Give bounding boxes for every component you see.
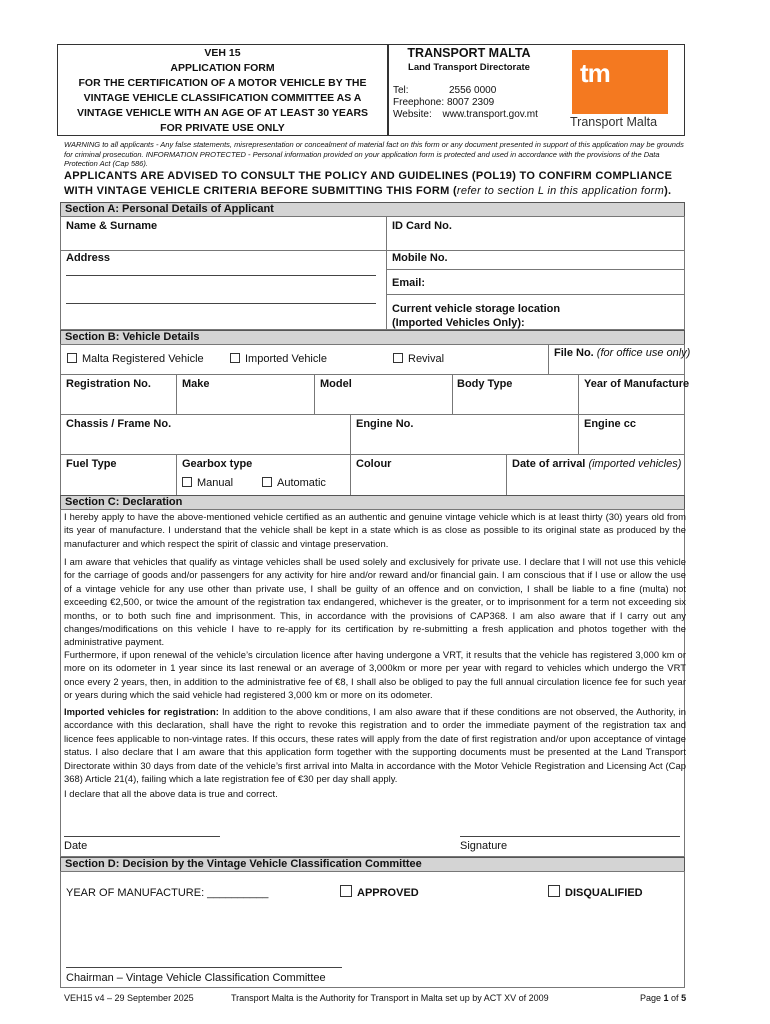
warning-text: WARNING to all applicants - Any false statements, misrepresentation or concealment of material fact on this form or any document presented in support of this application may be grounds for criminal prosecution. INFORMATION PROTECTED - Personal information provided on your application form is protected and used in accordance with the provisions of the Data Protection Act (Cap 586). bbox=[64, 140, 684, 168]
declaration-paragraph-5: I declare that all the above data is true and correct. bbox=[64, 788, 278, 799]
year-of-manufacture-label: Year of Manufacture bbox=[584, 378, 690, 390]
manual-label: Manual bbox=[197, 477, 234, 489]
model-label: Model bbox=[320, 378, 352, 390]
form-title-line-4: VINTAGE VEHICLE WITH AN AGE OF AT LEAST 30 YEARS bbox=[76, 107, 369, 119]
page-of: of bbox=[668, 993, 682, 1003]
manual-option[interactable] bbox=[182, 477, 233, 489]
imported-vehicles-text: In addition to the above conditions, I am also aware that if these conditions are not observed, the Authority, in accordance with this declaration, shall have the right to revoke this registration and to order the immediate payment of the registration tax and licence fees applicable to non-vintage rates. If this occurs, these rates will apply from the date of first registration and/or upon acceptance of vintage status. I also declare that I am aware that this application form together with the supporting documents must be presented at the Land Transport Directorate within 30 days from date of the vehicle’s first arrival into Malta in accordance with the Motor Vehicle Registration and Licensing Act (Cap 368) Article 21(4), failing which a late registration fee of €30 per day shall apply. bbox=[64, 706, 686, 785]
freephone-row bbox=[393, 97, 494, 109]
b-div-make bbox=[176, 374, 177, 414]
section-b-line-3 bbox=[60, 454, 685, 455]
date-arrival-note: (imported vehicles) bbox=[588, 458, 682, 470]
imported-option[interactable] bbox=[230, 353, 327, 365]
page-prefix: Page bbox=[640, 993, 664, 1003]
automatic-checkbox[interactable] bbox=[262, 477, 272, 487]
revival-label: Revival bbox=[408, 353, 445, 365]
malta-registered-checkbox[interactable] bbox=[67, 353, 77, 363]
directorate: Land Transport Directorate bbox=[408, 62, 530, 73]
advice-main: APPLICANTS ARE ADVISED TO CONSULT THE POLICY AND GUIDELINES (POL19) TO CONFIRM COMPLIANCE WITH VINTAGE VEHICLE CRITERIA BEFORE SUBMITTING THIS FORM ( bbox=[64, 170, 673, 197]
address-line-1[interactable] bbox=[66, 275, 376, 276]
chairman-label: Chairman – Vintage Vehicle Classification Committee bbox=[66, 972, 326, 984]
date-line[interactable] bbox=[64, 836, 220, 837]
approved-label: APPROVED bbox=[357, 887, 419, 899]
advice-end: ). bbox=[664, 185, 672, 197]
email-row-line bbox=[386, 294, 685, 295]
b-div-engine bbox=[350, 414, 351, 496]
storage-line-2: (Imported Vehicles Only): bbox=[392, 317, 525, 329]
malta-registered-label: Malta Registered Vehicle bbox=[82, 353, 204, 365]
storage-location-label bbox=[392, 302, 560, 330]
gearbox-type-label: Gearbox type bbox=[182, 458, 253, 470]
section-a-header: Section A: Personal Details of Applicant bbox=[60, 202, 685, 217]
date-arrival-text: Date of arrival bbox=[512, 458, 586, 470]
footer-authority: Transport Malta is the Authority for Transport in Malta set up by ACT XV of 2009 bbox=[231, 993, 549, 1003]
section-d-header: Section D: Decision by the Vintage Vehicle Classification Committee bbox=[60, 857, 685, 872]
id-card-label: ID Card No. bbox=[392, 220, 452, 232]
b-div-arrival bbox=[506, 454, 507, 496]
storage-line-1: Current vehicle storage location bbox=[392, 303, 561, 315]
website-label: Website: bbox=[393, 109, 432, 120]
b-div-model bbox=[314, 374, 315, 414]
mobile-row-line bbox=[386, 269, 685, 270]
manual-checkbox[interactable] bbox=[182, 477, 192, 487]
year-of-manufacture-field[interactable]: YEAR OF MANUFACTURE: __________ bbox=[66, 887, 269, 899]
engine-cc-label: Engine cc bbox=[584, 418, 636, 430]
approved-checkbox[interactable] bbox=[340, 885, 352, 897]
form-title-line-1: APPLICATION FORM bbox=[170, 62, 275, 74]
body-type-label: Body Type bbox=[457, 378, 513, 390]
form-title-line-3: VINTAGE VEHICLE CLASSIFICATION COMMITTEE AS A bbox=[83, 92, 362, 104]
tel-value: 2556 0000 bbox=[449, 85, 497, 96]
make-label: Make bbox=[182, 378, 210, 390]
revival-checkbox[interactable] bbox=[393, 353, 403, 363]
signature-label: Signature bbox=[460, 840, 508, 852]
b-div-year bbox=[578, 374, 579, 454]
page-number: 1 bbox=[663, 993, 669, 1003]
form-code: VEH 15 bbox=[204, 47, 241, 59]
advice-ref: refer to section L in this application form bbox=[456, 185, 665, 197]
website-row bbox=[393, 109, 538, 121]
file-no-text: File No. bbox=[554, 347, 594, 359]
file-no-label bbox=[554, 347, 690, 359]
email-label: Email: bbox=[392, 277, 426, 289]
registration-no-label: Registration No. bbox=[66, 378, 151, 390]
engine-no-label: Engine No. bbox=[356, 418, 414, 430]
declaration-paragraph-4 bbox=[64, 705, 686, 785]
declaration-paragraph-3: Furthermore, if upon renewal of the vehicle’s circulation licence after having undergone a VRT, it results that the vehicle has registered 3,000 km or more on its odometer in 1 year since its last renewal or an average of 3,000km or more per year with regard to vehicles which undergo the VRT once every 2 years, then, in addition to the administrative fee of €8, I shall also be obliged to pay the full annual circulation licence fee for such year or years during which the said vehicle had registered 3,000 km or more on its odometer. bbox=[64, 649, 686, 701]
section-b-line-1 bbox=[60, 374, 685, 375]
b-div-body bbox=[452, 374, 453, 414]
page-total: 5 bbox=[681, 993, 687, 1003]
imported-vehicles-heading: Imported vehicles for registration: bbox=[64, 706, 219, 717]
imported-label: Imported Vehicle bbox=[245, 353, 327, 365]
tel-row bbox=[393, 85, 497, 97]
form-title-line-5: FOR PRIVATE USE ONLY bbox=[160, 122, 285, 134]
section-b-header: Section B: Vehicle Details bbox=[60, 330, 685, 345]
advice-text bbox=[64, 169, 694, 199]
footer-page bbox=[640, 993, 686, 1003]
section-a-divider bbox=[386, 216, 387, 330]
address-line-2[interactable] bbox=[66, 303, 376, 304]
disqualified-checkbox[interactable] bbox=[548, 885, 560, 897]
automatic-label: Automatic bbox=[277, 477, 326, 489]
disqualified-option[interactable] bbox=[548, 885, 643, 899]
imported-checkbox[interactable] bbox=[230, 353, 240, 363]
section-b-line-2 bbox=[60, 414, 685, 415]
malta-registered-option[interactable] bbox=[67, 353, 204, 365]
b-div-gearbox bbox=[176, 454, 177, 496]
section-a-grid bbox=[60, 216, 685, 330]
tel-label: Tel: bbox=[393, 85, 409, 96]
fuel-type-label: Fuel Type bbox=[66, 458, 117, 470]
date-label: Date bbox=[64, 840, 88, 852]
chairman-signature-line[interactable] bbox=[66, 967, 342, 968]
section-c-header: Section C: Declaration bbox=[60, 495, 685, 510]
approved-option[interactable] bbox=[340, 885, 419, 899]
date-arrival-label bbox=[512, 458, 681, 470]
file-no-divider bbox=[548, 344, 549, 374]
form-title-box bbox=[57, 44, 388, 136]
address-label: Address bbox=[66, 252, 111, 264]
chassis-label: Chassis / Frame No. bbox=[66, 418, 172, 430]
footer-version: VEH15 v4 – 29 September 2025 bbox=[64, 993, 194, 1003]
website-value: www.transport.gov.mt bbox=[442, 109, 538, 120]
file-no-note: (for office use only) bbox=[596, 347, 691, 359]
declaration-paragraph-1: I hereby apply to have the above-mentioned vehicle certified as an authentic and genuine vintage vehicle which is at least thirty (30) years old from its year of manufacture. I understand that the vehicle shall be kept in a state which is as close as possible to its original state as produced by the manufacturer and which respect the spirit of classic and vintage preservation. bbox=[64, 511, 686, 549]
colour-label: Colour bbox=[356, 458, 392, 470]
declaration-paragraph-2: I am aware that vehicles that qualify as vintage vehicles shall be used solely and exclusively for private use. I declare that I will not use this vehicle for the carriage of goods and/or passengers for any activity for hire and/or reward and/or financial gain. I am conscious that if I use or allow the use of a vintage vehicle for any use other than private use, I shall be guilty of an offence and on conviction, I shall be liable to a fine (multa) not exceeding €2,500, or twice the amount of the registration tax endangered, whichever is the greater, or to imprisonment for a term not exceeding six months, or to both such fine and imprisonment. This, in accordance with the provisions of CAP368. I am also aware that if I carry out any changes/modifications on this vehicle I have to re-apply for its certification by re-submitting a fresh application and photos together with the administrative payment. bbox=[64, 556, 686, 648]
logo-letters: tm bbox=[580, 58, 610, 88]
disqualified-label: DISQUALIFIED bbox=[565, 887, 643, 899]
logo-name: Transport Malta bbox=[570, 115, 658, 129]
freephone-value: 8007 2309 bbox=[446, 97, 495, 108]
section-a-row-line bbox=[60, 250, 685, 251]
transport-malta-logo bbox=[570, 49, 671, 133]
name-surname-label: Name & Surname bbox=[66, 220, 158, 232]
form-title-line-2: FOR THE CERTIFICATION OF A MOTOR VEHICLE BY THE bbox=[78, 77, 367, 89]
mobile-label: Mobile No. bbox=[392, 252, 448, 264]
org-name: TRANSPORT MALTA bbox=[407, 46, 531, 60]
revival-option[interactable] bbox=[393, 353, 444, 365]
automatic-option[interactable] bbox=[262, 477, 326, 489]
org-box bbox=[388, 44, 685, 136]
freephone-label: Freephone: bbox=[393, 97, 445, 108]
signature-line[interactable] bbox=[460, 836, 680, 837]
